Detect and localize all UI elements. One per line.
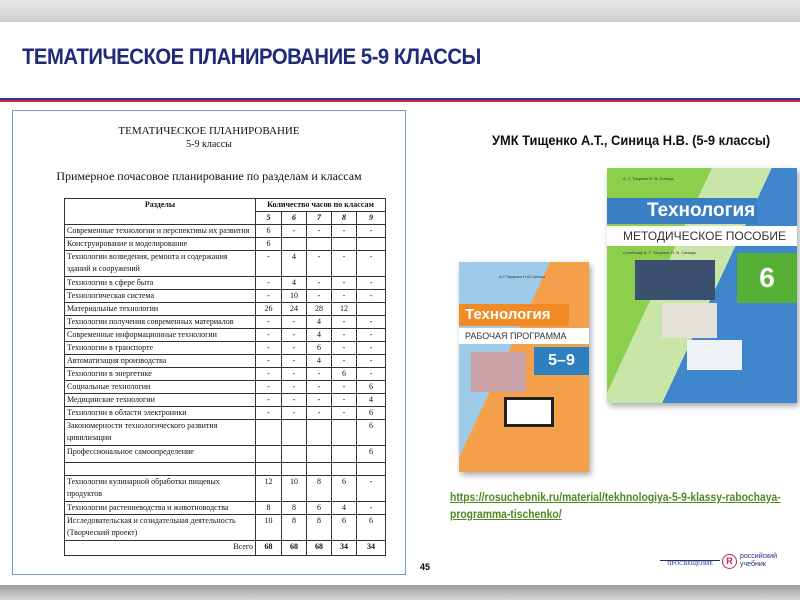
hours-cell: - bbox=[357, 329, 386, 342]
prosveshchenie-logo-text: ПРОСВЕЩЕНИЕ bbox=[667, 561, 713, 567]
table-row bbox=[65, 446, 386, 463]
hours-cell: 26 bbox=[256, 303, 282, 316]
hours-cell bbox=[332, 463, 357, 476]
section-name: Технологии возведения, ремонта и содержания зданий и сооружений bbox=[65, 251, 256, 277]
planning-table bbox=[64, 198, 386, 556]
hours-cell: 10 bbox=[256, 514, 282, 540]
source-link[interactable] bbox=[450, 490, 781, 524]
table-row bbox=[65, 303, 386, 316]
hours-cell bbox=[307, 420, 332, 446]
section-name: Технологии кулинарной обработки пищевых продуктов bbox=[65, 475, 256, 501]
hours-cell: - bbox=[256, 277, 282, 290]
hours-cell: 6 bbox=[332, 368, 357, 381]
table-row bbox=[65, 407, 386, 420]
hours-cell: 10 bbox=[282, 475, 307, 501]
hours-cell bbox=[332, 238, 357, 251]
hours-cell bbox=[307, 463, 332, 476]
hours-cell: 6 bbox=[332, 514, 357, 540]
hours-cell bbox=[357, 238, 386, 251]
hours-cell: 4 bbox=[282, 277, 307, 290]
hours-cell: - bbox=[256, 394, 282, 407]
doc-heading: Примерное почасовое планирование по разделам и классам bbox=[56, 169, 362, 183]
hours-cell: 6 bbox=[256, 225, 282, 238]
hours-cell: - bbox=[307, 277, 332, 290]
book-photo bbox=[471, 352, 526, 392]
section-name: Закономерности технологического развития цивилизации bbox=[65, 420, 256, 446]
total-label: Всего bbox=[65, 540, 256, 555]
section-name: Технологии растениеводства и животноводства bbox=[65, 501, 256, 514]
hours-cell: 12 bbox=[256, 475, 282, 501]
page-number: 45 bbox=[420, 562, 431, 572]
table-row bbox=[65, 290, 386, 303]
section-name: Материальные технологии bbox=[65, 303, 256, 316]
grade-header: 8 bbox=[332, 212, 357, 225]
table-row bbox=[65, 420, 386, 446]
hours-cell: - bbox=[357, 355, 386, 368]
link-line-2[interactable]: programma-tischenko/ bbox=[450, 509, 562, 521]
hours-cell: - bbox=[357, 251, 386, 277]
section-name: Современные технологии и перспективы их развития bbox=[65, 225, 256, 238]
section-name: Профессиональное самоопределение bbox=[65, 446, 256, 463]
hours-cell: 6 bbox=[357, 407, 386, 420]
hours-cell: - bbox=[282, 225, 307, 238]
hours-cell bbox=[307, 446, 332, 463]
hours-cell: - bbox=[332, 290, 357, 303]
link-line-1[interactable]: https://rosuchebnik.ru/material/tekhnologiya-5-9-klassy-rabochaya- bbox=[450, 492, 781, 504]
hours-cell: - bbox=[256, 407, 282, 420]
rosuchebnik-logo bbox=[722, 553, 782, 569]
total-cell: 68 bbox=[307, 540, 332, 555]
hours-cell: 6 bbox=[357, 514, 386, 540]
hours-cell: - bbox=[282, 355, 307, 368]
hours-cell bbox=[256, 446, 282, 463]
hours-cell: 8 bbox=[256, 501, 282, 514]
hours-cell: - bbox=[332, 316, 357, 329]
hours-cell: - bbox=[357, 501, 386, 514]
hours-cell: - bbox=[256, 316, 282, 329]
prosveshchenie-logo bbox=[660, 553, 720, 567]
table-row bbox=[65, 514, 386, 540]
hours-cell: 4 bbox=[307, 355, 332, 368]
book-authors: А. Т. Тищенко Н. В. Синица bbox=[623, 176, 674, 181]
doc-subtitle: 5-9 классы bbox=[186, 139, 232, 150]
grade-header: 5 bbox=[256, 212, 282, 225]
hours-cell: - bbox=[256, 342, 282, 355]
section-name: Технологии в энергетике bbox=[65, 368, 256, 381]
hours-cell: - bbox=[357, 368, 386, 381]
table-row bbox=[65, 394, 386, 407]
hours-cell: 4 bbox=[307, 329, 332, 342]
book-photo bbox=[635, 260, 715, 300]
hours-cell: - bbox=[357, 277, 386, 290]
section-name: Технологии в сфере быта bbox=[65, 277, 256, 290]
section-name: Конструирование и моделирование bbox=[65, 238, 256, 251]
section-name: Исследовательская и созидательная деятельность (Творческий проект) bbox=[65, 514, 256, 540]
hours-cell: 24 bbox=[282, 303, 307, 316]
table-row bbox=[65, 342, 386, 355]
hours-cell: 4 bbox=[282, 251, 307, 277]
table-row bbox=[65, 329, 386, 342]
section-name: Социальные технологии bbox=[65, 381, 256, 394]
hours-cell: - bbox=[256, 381, 282, 394]
hours-cell: - bbox=[307, 407, 332, 420]
hours-cell: - bbox=[282, 368, 307, 381]
divider-red bbox=[0, 100, 800, 102]
hours-cell bbox=[307, 238, 332, 251]
hours-cell: - bbox=[256, 290, 282, 303]
total-cell: 68 bbox=[256, 540, 282, 555]
hours-cell: 4 bbox=[307, 316, 332, 329]
hours-cell: - bbox=[307, 394, 332, 407]
table-row bbox=[65, 251, 386, 277]
hours-cell bbox=[357, 303, 386, 316]
hours-cell: - bbox=[282, 316, 307, 329]
section-name: Технологии в области электроники bbox=[65, 407, 256, 420]
hours-cell: - bbox=[307, 225, 332, 238]
hours-cell: - bbox=[332, 329, 357, 342]
hours-cell bbox=[332, 420, 357, 446]
hours-cell: - bbox=[332, 251, 357, 277]
hours-cell: - bbox=[332, 394, 357, 407]
book-authors: А.Т.Тищенко Н.В.Синица bbox=[499, 274, 546, 279]
top-band bbox=[0, 0, 800, 22]
col-header-section: Разделы bbox=[65, 199, 256, 225]
hours-cell: - bbox=[357, 316, 386, 329]
book-cover-methodical-guide bbox=[607, 168, 797, 403]
hours-cell: - bbox=[282, 381, 307, 394]
total-cell: 34 bbox=[332, 540, 357, 555]
hours-cell: 6 bbox=[307, 501, 332, 514]
book-grade: 6 bbox=[737, 253, 797, 303]
book-title: Технология bbox=[459, 304, 569, 326]
hours-cell: 6 bbox=[332, 475, 357, 501]
hours-cell: 6 bbox=[357, 381, 386, 394]
hours-cell: - bbox=[256, 329, 282, 342]
hours-cell: 6 bbox=[357, 446, 386, 463]
col-header-hours: Количество часов по классам bbox=[256, 199, 386, 212]
slide-title: ТЕМАТИЧЕСКОЕ ПЛАНИРОВАНИЕ 5-9 КЛАССЫ bbox=[22, 44, 481, 69]
hours-cell: 6 bbox=[307, 342, 332, 355]
table-row bbox=[65, 355, 386, 368]
hours-cell: 8 bbox=[282, 514, 307, 540]
hours-cell bbox=[357, 463, 386, 476]
section-name: Технологии в транспорте bbox=[65, 342, 256, 355]
hours-cell: 8 bbox=[282, 501, 307, 514]
table-row bbox=[65, 316, 386, 329]
hours-cell: - bbox=[357, 290, 386, 303]
hours-cell: - bbox=[332, 277, 357, 290]
hours-cell bbox=[256, 420, 282, 446]
grade-header: 9 bbox=[357, 212, 386, 225]
rosuchebnik-logo-text: российский учебник bbox=[740, 553, 777, 568]
hours-cell: 6 bbox=[357, 420, 386, 446]
book-title: Технология bbox=[607, 198, 757, 224]
hours-cell bbox=[256, 463, 282, 476]
book-photo bbox=[662, 303, 717, 338]
umk-caption: УМК Тищенко А.Т., Синица Н.В. (5-9 классы) bbox=[492, 132, 771, 148]
hours-cell: - bbox=[256, 251, 282, 277]
book-subtitle: МЕТОДИЧЕСКОЕ ПОСОБИЕ bbox=[607, 226, 797, 246]
section-name: Технологии получения современных материалов bbox=[65, 316, 256, 329]
total-row bbox=[65, 540, 386, 555]
hours-cell: - bbox=[256, 368, 282, 381]
hours-cell: 10 bbox=[282, 290, 307, 303]
bottom-band bbox=[0, 585, 800, 600]
hours-cell: - bbox=[307, 251, 332, 277]
table-row bbox=[65, 225, 386, 238]
hours-cell: 4 bbox=[357, 394, 386, 407]
hours-cell: - bbox=[332, 355, 357, 368]
grade-header: 6 bbox=[282, 212, 307, 225]
hours-cell bbox=[282, 463, 307, 476]
hours-cell: - bbox=[357, 342, 386, 355]
table-row bbox=[65, 368, 386, 381]
book-note: к учебнику А. Т. Тищенко, Н. В. Синицы bbox=[623, 250, 697, 255]
table-row bbox=[65, 238, 386, 251]
hours-cell: - bbox=[307, 368, 332, 381]
planning-document bbox=[12, 110, 406, 575]
hours-cell bbox=[282, 420, 307, 446]
hours-cell: - bbox=[332, 407, 357, 420]
hours-cell bbox=[282, 446, 307, 463]
hours-cell: 12 bbox=[332, 303, 357, 316]
total-cell: 68 bbox=[282, 540, 307, 555]
hours-cell: - bbox=[282, 342, 307, 355]
book-subtitle: РАБОЧАЯ ПРОГРАММА bbox=[459, 328, 589, 344]
table-row bbox=[65, 501, 386, 514]
hours-cell: - bbox=[256, 355, 282, 368]
section-name: Технологическая система bbox=[65, 290, 256, 303]
hours-cell: - bbox=[357, 225, 386, 238]
hours-cell bbox=[282, 238, 307, 251]
section-name bbox=[65, 463, 256, 476]
hours-cell: - bbox=[332, 342, 357, 355]
hours-cell: - bbox=[282, 407, 307, 420]
hours-cell: - bbox=[357, 475, 386, 501]
r-logo-icon: R bbox=[722, 554, 737, 569]
hours-cell: - bbox=[282, 394, 307, 407]
hours-cell: 8 bbox=[307, 514, 332, 540]
hours-cell: 6 bbox=[256, 238, 282, 251]
hours-cell: - bbox=[282, 329, 307, 342]
hours-cell: 28 bbox=[307, 303, 332, 316]
hours-cell: - bbox=[332, 381, 357, 394]
doc-title: ТЕМАТИЧЕСКОЕ ПЛАНИРОВАНИЕ bbox=[118, 125, 300, 137]
grade-header: 7 bbox=[307, 212, 332, 225]
total-cell: 34 bbox=[357, 540, 386, 555]
book-cover-work-program bbox=[459, 262, 589, 472]
table-row bbox=[65, 463, 386, 476]
hours-cell: - bbox=[307, 290, 332, 303]
section-name: Автоматизация производства bbox=[65, 355, 256, 368]
hours-cell: - bbox=[332, 225, 357, 238]
table-row bbox=[65, 475, 386, 501]
table-row bbox=[65, 277, 386, 290]
section-name: Медицинские технологии bbox=[65, 394, 256, 407]
book-photo bbox=[687, 340, 742, 370]
hours-cell bbox=[332, 446, 357, 463]
monitor-image bbox=[504, 397, 554, 427]
hours-cell: - bbox=[307, 381, 332, 394]
hours-cell: 8 bbox=[307, 475, 332, 501]
section-name: Современные информационные технологии bbox=[65, 329, 256, 342]
table-row bbox=[65, 381, 386, 394]
book-grades: 5–9 bbox=[534, 347, 589, 375]
hours-cell: 4 bbox=[332, 501, 357, 514]
